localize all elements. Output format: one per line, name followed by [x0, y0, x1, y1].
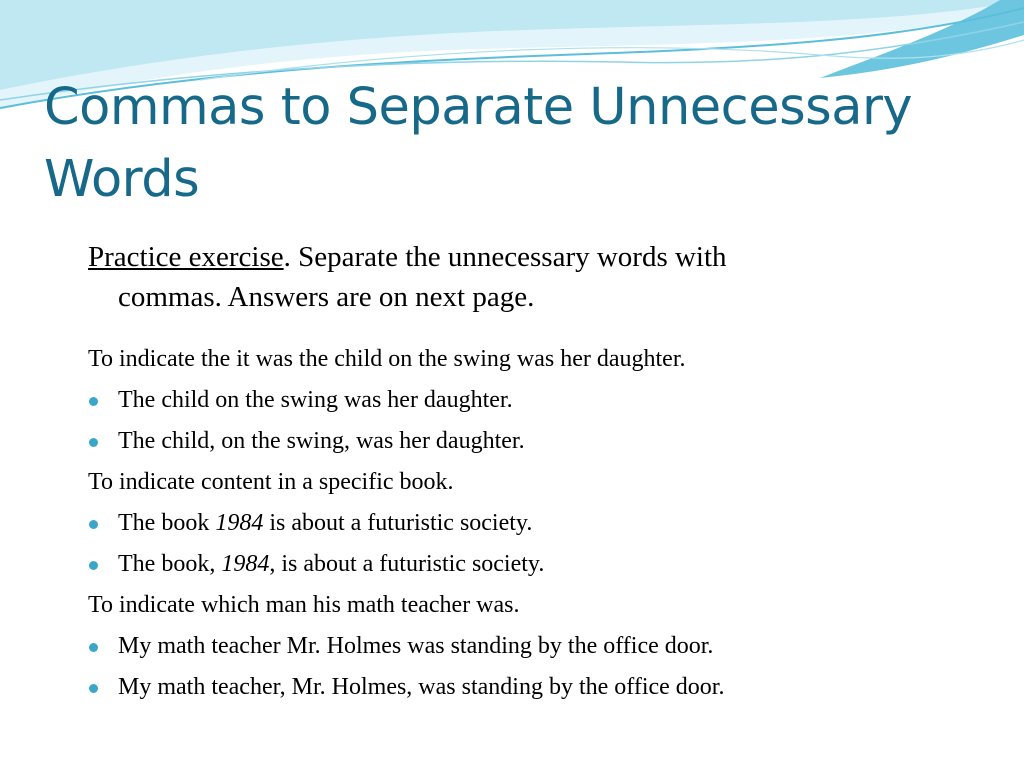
book-title-italic: 1984: [215, 510, 264, 536]
practice-exercise-label: Practice exercise: [88, 241, 284, 273]
practice-intro: [88, 237, 888, 317]
bullet-item: [118, 549, 544, 579]
instruction-line: To indicate content in a specific book.: [88, 469, 454, 495]
item-text-pre: The book: [118, 510, 216, 536]
bullet-item: The child on the swing was her daughter.: [118, 387, 513, 413]
intro-text-line2: commas. Answers are on next page.: [118, 281, 535, 313]
item-text-post: , is about a futuristic society.: [269, 551, 545, 577]
slide-title: Commas to Separate Unnecessary Words: [44, 78, 913, 209]
bullet-item: The child, on the swing, was her daughter.: [118, 428, 525, 454]
bullet-dot-icon: [89, 684, 98, 693]
bullet-dot-icon: [89, 397, 98, 406]
bullet-item: My math teacher Mr. Holmes was standing by the office door.: [118, 633, 714, 659]
item-text-pre: The book,: [118, 551, 222, 577]
book-title-italic: 1984: [221, 551, 270, 577]
item-text-post: is about a futuristic society.: [263, 510, 533, 536]
bullet-item: [118, 508, 532, 538]
bullet-dot-icon: [89, 520, 98, 529]
bullet-item: My math teacher, Mr. Holmes, was standing by the office door.: [118, 674, 725, 700]
instruction-line: To indicate which man his math teacher was.: [88, 592, 520, 618]
bullet-dot-icon: [89, 643, 98, 652]
intro-text-line1: . Separate the unnecessary words with: [283, 241, 727, 273]
bullet-dot-icon: [89, 561, 98, 570]
bullet-dot-icon: [89, 438, 98, 447]
instruction-line: To indicate the it was the child on the swing was her daughter.: [88, 346, 686, 372]
